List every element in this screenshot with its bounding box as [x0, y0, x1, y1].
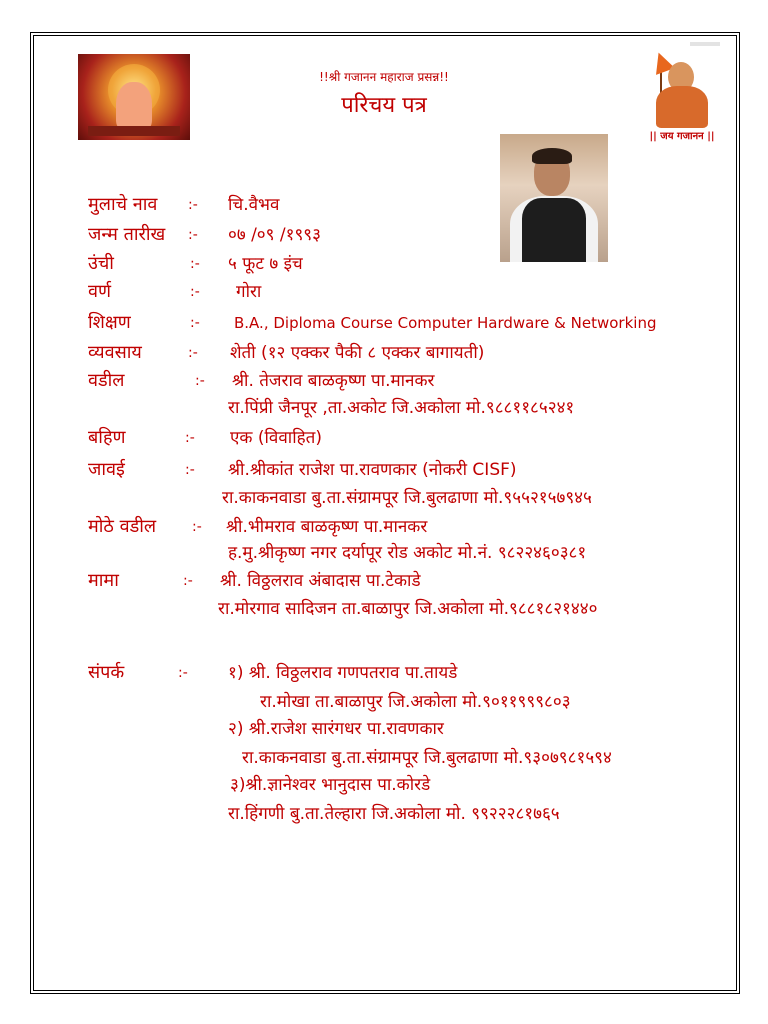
field-education: [0, 310, 768, 336]
field-maternal-uncle: [0, 568, 768, 594]
blessing-subtitle: !!श्री गजानन महाराज प्रसन्न!!: [319, 70, 449, 84]
contact-1-address: रा.मोखा ता.बाळापुर जि.अकोला मो.९०११९९९८०३: [260, 692, 571, 712]
field-colon: :-: [188, 197, 198, 213]
field-colon: :-: [188, 227, 198, 243]
field-label: वडील: [88, 370, 125, 391]
field-uncle: [0, 514, 768, 540]
uncle-address: ह.मु.श्रीकृष्ण नगर दर्यापूर रोड अकोट मो.नं. ९८२२४६०३८१: [228, 543, 587, 563]
father-address: रा.पिंप्री जैनपूर ,ता.अकोट जि.अकोला मो.९८८११८५२४१: [228, 398, 575, 418]
field-value: श्री. तेजराव बाळकृष्ण पा.मानकर: [232, 371, 435, 391]
field-colon: :-: [190, 315, 200, 331]
field-value: ५ फूट ७ इंच: [228, 254, 303, 274]
field-value: श्री. विठ्ठलराव अंबादास पा.टेकाडे: [220, 571, 421, 591]
contact-3-name: ३)श्री.ज्ञानेश्वर भानुदास पा.कोरडे: [230, 775, 431, 795]
field-colon: :-: [185, 430, 195, 446]
field-colon: :-: [183, 573, 193, 589]
field-label: मामा: [88, 570, 119, 591]
contact-2-name: २) श्री.राजेश सारंगधर पा.रावणकार: [228, 719, 444, 739]
contact-3-address: रा.हिंगणी बु.ता.तेल्हारा जि.अकोला मो. ९९२२२८१७६५: [228, 804, 560, 824]
field-value: चि.वैभव: [228, 195, 280, 215]
contact-1-name: १) श्री. विठ्ठलराव गणपतराव पा.तायडे: [228, 663, 458, 683]
field-value: शेती (१२ एक्कर पैकी ८ एक्कर बागायती): [230, 343, 485, 363]
contact-2-address: रा.काकनवाडा बु.ता.संग्रामपूर जि.बुलढाणा मो.९३०७९८१५९४: [242, 748, 612, 768]
maternal-uncle-address: रा.मोरगाव सादिजन ता.बाळापुर जि.अकोला मो.९८८१८२१४४०: [218, 599, 598, 619]
field-father: [0, 368, 768, 394]
field-sister: [0, 425, 768, 451]
page-title: परिचय पत्र: [341, 93, 427, 118]
field-label: मुलाचे नाव: [88, 194, 158, 215]
field-occupation: [0, 340, 768, 366]
field-value: ०७ /०९ /१९९३: [228, 225, 321, 245]
field-colon: :-: [190, 284, 200, 300]
field-value: एक (विवाहित): [230, 428, 322, 448]
field-dob: [0, 222, 768, 248]
brother-in-law-address: रा.काकनवाडा बु.ता.संग्रामपूर जि.बुलढाणा मो.९५५२१५७९४५: [222, 488, 592, 508]
field-label: संपर्क: [88, 662, 125, 683]
field-label: शिक्षण: [88, 312, 131, 333]
field-label: व्यवसाय: [88, 342, 142, 363]
field-label: वर्ण: [88, 281, 112, 302]
field-value: B.A., Diploma Course Computer Hardware & Networking: [234, 314, 657, 332]
gajanan-caption: || जय गजानन ||: [649, 131, 715, 142]
field-colon: :-: [195, 373, 205, 389]
field-colon: :-: [188, 345, 198, 361]
ganesh-base: [88, 126, 180, 136]
field-colon: :-: [190, 256, 200, 272]
field-label: मोठे वडील: [88, 516, 157, 537]
photo-hair: [532, 148, 572, 164]
page-border-inner: [33, 35, 737, 991]
field-name: [0, 192, 768, 218]
field-value: गोरा: [236, 282, 262, 302]
field-value: श्री.श्रीकांत राजेश पा.रावणकार (नोकरी CISF): [228, 460, 517, 480]
field-label: जन्म तारीख: [88, 224, 166, 245]
image-watermark: [690, 42, 720, 46]
field-complexion: [0, 279, 768, 305]
field-value: श्री.भीमराव बाळकृष्ण पा.मानकर: [226, 517, 428, 537]
field-colon: :-: [178, 665, 188, 681]
field-label: बहिण: [88, 427, 126, 448]
field-colon: :-: [185, 462, 195, 478]
field-brother-in-law: [0, 457, 768, 483]
field-label: उंची: [88, 253, 114, 274]
field-height: [0, 251, 768, 277]
field-label: जावई: [88, 459, 125, 480]
field-colon: :-: [192, 519, 202, 535]
